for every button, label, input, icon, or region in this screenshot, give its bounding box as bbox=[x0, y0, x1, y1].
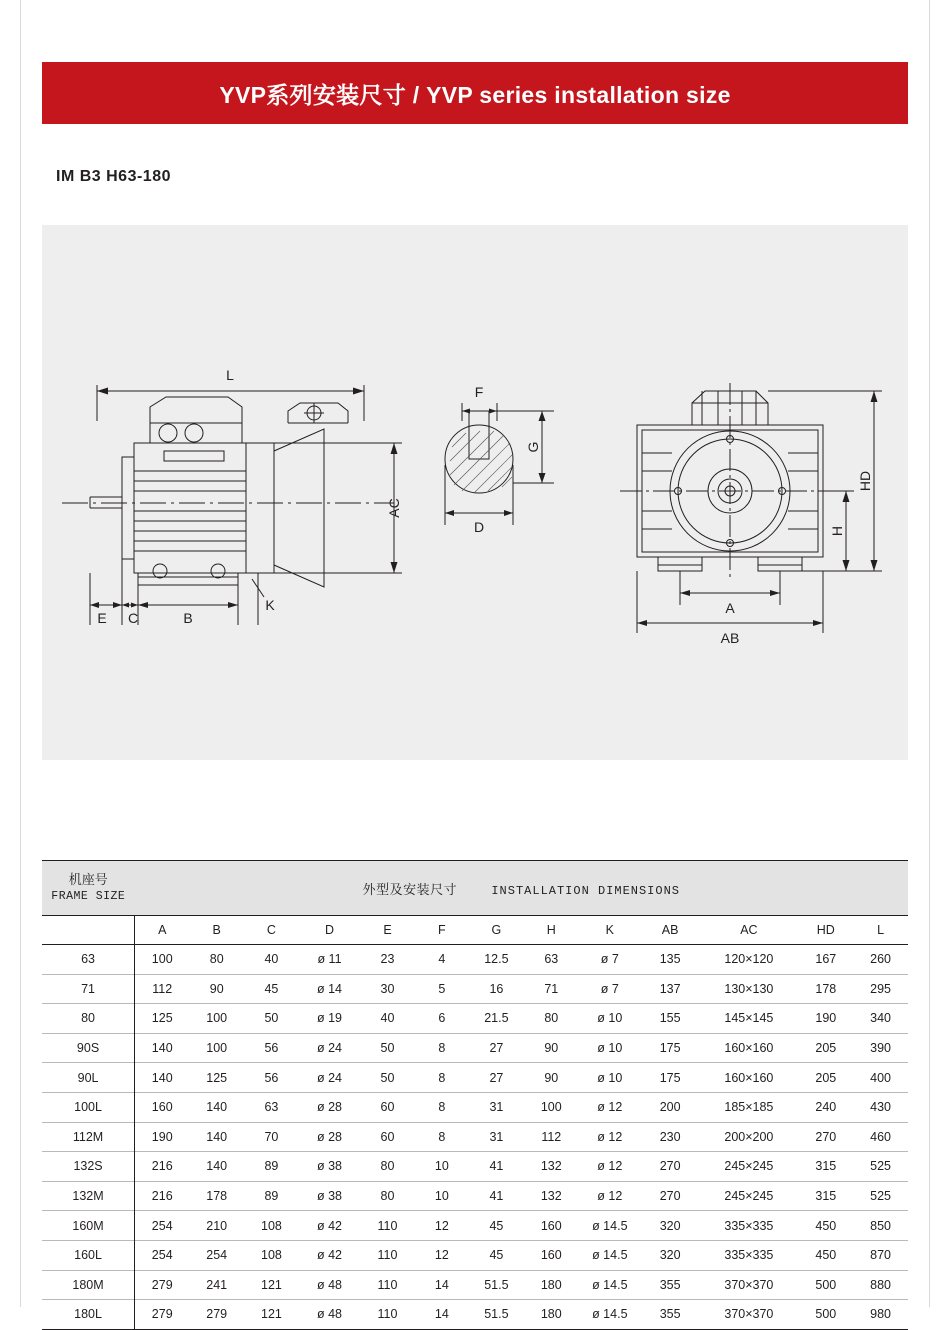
cell-a: 279 bbox=[135, 1270, 190, 1300]
column-header-c: C bbox=[244, 916, 299, 945]
cell-l: 260 bbox=[853, 945, 908, 975]
cell-ac: 245×245 bbox=[699, 1152, 798, 1182]
cell-k: ø 7 bbox=[579, 974, 641, 1004]
cell-ab: 230 bbox=[641, 1122, 699, 1152]
cell-b: 140 bbox=[189, 1122, 244, 1152]
cell-ac: 335×335 bbox=[699, 1240, 798, 1270]
cell-ab: 137 bbox=[641, 974, 699, 1004]
cell-d: ø 19 bbox=[299, 1004, 360, 1034]
page-edge-left bbox=[20, 0, 21, 1307]
table-column-header-row bbox=[42, 916, 908, 945]
table-row bbox=[42, 1181, 908, 1211]
cell-h: 80 bbox=[524, 1004, 579, 1034]
cell-a: 160 bbox=[135, 1092, 190, 1122]
cell-k: ø 14.5 bbox=[579, 1211, 641, 1241]
page-title: YVP系列安装尺寸 / YVP series installation size bbox=[219, 81, 731, 108]
cell-g: 31 bbox=[469, 1122, 524, 1152]
cell-d: ø 24 bbox=[299, 1033, 360, 1063]
cell-g: 51.5 bbox=[469, 1300, 524, 1330]
cell-ac: 120×120 bbox=[699, 945, 798, 975]
cell-k: ø 14.5 bbox=[579, 1240, 641, 1270]
table-row bbox=[42, 1270, 908, 1300]
motor-technical-drawing bbox=[42, 225, 908, 760]
cell-d: ø 11 bbox=[299, 945, 360, 975]
cell-c: 50 bbox=[244, 1004, 299, 1034]
cell-ab: 355 bbox=[641, 1270, 699, 1300]
cell-h: 71 bbox=[524, 974, 579, 1004]
cell-l: 340 bbox=[853, 1004, 908, 1034]
dimensions-header-en: INSTALLATION DIMENSIONS bbox=[491, 883, 680, 898]
cell-d: ø 48 bbox=[299, 1300, 360, 1330]
column-header-e: E bbox=[360, 916, 415, 945]
cell-e: 60 bbox=[360, 1122, 415, 1152]
cell-k: ø 12 bbox=[579, 1092, 641, 1122]
cell-hd: 240 bbox=[798, 1092, 853, 1122]
cell-k: ø 14.5 bbox=[579, 1270, 641, 1300]
cell-f: 8 bbox=[415, 1122, 469, 1152]
cell-g: 27 bbox=[469, 1063, 524, 1093]
cell-c: 70 bbox=[244, 1122, 299, 1152]
cell-l: 870 bbox=[853, 1240, 908, 1270]
cell-k: ø 7 bbox=[579, 945, 641, 975]
label-H: H bbox=[829, 525, 845, 537]
cell-e: 60 bbox=[360, 1092, 415, 1122]
cell-d: ø 24 bbox=[299, 1063, 360, 1093]
cell-e: 110 bbox=[360, 1300, 415, 1330]
cell-b: 100 bbox=[189, 1004, 244, 1034]
label-A: A bbox=[725, 600, 735, 616]
column-header-f: F bbox=[415, 916, 469, 945]
cell-f: 8 bbox=[415, 1033, 469, 1063]
cell-b: 125 bbox=[189, 1063, 244, 1093]
label-K: K bbox=[265, 597, 275, 613]
cell-c: 89 bbox=[244, 1181, 299, 1211]
cell-b: 80 bbox=[189, 945, 244, 975]
cell-l: 880 bbox=[853, 1270, 908, 1300]
cell-l: 525 bbox=[853, 1181, 908, 1211]
cell-frame: 132M bbox=[42, 1181, 135, 1211]
cell-a: 279 bbox=[135, 1300, 190, 1330]
cell-hd: 315 bbox=[798, 1181, 853, 1211]
cell-a: 216 bbox=[135, 1181, 190, 1211]
page-edge-right bbox=[929, 0, 930, 1307]
cell-g: 45 bbox=[469, 1211, 524, 1241]
cell-g: 51.5 bbox=[469, 1270, 524, 1300]
cell-g: 31 bbox=[469, 1092, 524, 1122]
column-header-b: B bbox=[189, 916, 244, 945]
table-row bbox=[42, 1004, 908, 1034]
cell-h: 132 bbox=[524, 1152, 579, 1182]
cell-ab: 175 bbox=[641, 1063, 699, 1093]
cell-ab: 135 bbox=[641, 945, 699, 975]
cell-hd: 205 bbox=[798, 1063, 853, 1093]
label-F: F bbox=[474, 384, 484, 400]
cell-b: 100 bbox=[189, 1033, 244, 1063]
cell-ac: 370×370 bbox=[699, 1300, 798, 1330]
cell-frame: 80 bbox=[42, 1004, 135, 1034]
label-C: C bbox=[127, 610, 139, 626]
cell-b: 241 bbox=[189, 1270, 244, 1300]
cell-g: 16 bbox=[469, 974, 524, 1004]
cell-h: 112 bbox=[524, 1122, 579, 1152]
table-row bbox=[42, 1063, 908, 1093]
cell-ac: 130×130 bbox=[699, 974, 798, 1004]
cell-a: 100 bbox=[135, 945, 190, 975]
cell-ab: 355 bbox=[641, 1300, 699, 1330]
cell-ab: 155 bbox=[641, 1004, 699, 1034]
cell-frame: 100L bbox=[42, 1092, 135, 1122]
cell-l: 980 bbox=[853, 1300, 908, 1330]
cell-hd: 450 bbox=[798, 1240, 853, 1270]
cell-e: 23 bbox=[360, 945, 415, 975]
cell-d: ø 28 bbox=[299, 1092, 360, 1122]
cell-f: 12 bbox=[415, 1240, 469, 1270]
cell-g: 41 bbox=[469, 1181, 524, 1211]
label-L: L bbox=[226, 367, 234, 383]
cell-b: 140 bbox=[189, 1152, 244, 1182]
label-HD: HD bbox=[857, 470, 873, 492]
cell-f: 14 bbox=[415, 1300, 469, 1330]
cell-b: 90 bbox=[189, 974, 244, 1004]
column-header-a: A bbox=[135, 916, 190, 945]
cell-d: ø 42 bbox=[299, 1211, 360, 1241]
cell-a: 216 bbox=[135, 1152, 190, 1182]
cell-g: 41 bbox=[469, 1152, 524, 1182]
cell-ac: 160×160 bbox=[699, 1063, 798, 1093]
cell-e: 40 bbox=[360, 1004, 415, 1034]
drawing-panel bbox=[42, 225, 908, 760]
column-header-blank bbox=[42, 916, 135, 945]
cell-ac: 185×185 bbox=[699, 1092, 798, 1122]
table-row bbox=[42, 1152, 908, 1182]
cell-k: ø 10 bbox=[579, 1063, 641, 1093]
cell-f: 10 bbox=[415, 1152, 469, 1182]
cell-a: 254 bbox=[135, 1240, 190, 1270]
cell-ac: 160×160 bbox=[699, 1033, 798, 1063]
cell-c: 108 bbox=[244, 1240, 299, 1270]
label-AB: AB bbox=[720, 630, 740, 646]
label-D: D bbox=[473, 519, 485, 535]
cell-e: 30 bbox=[360, 974, 415, 1004]
cell-k: ø 10 bbox=[579, 1004, 641, 1034]
cell-k: ø 12 bbox=[579, 1181, 641, 1211]
cell-f: 6 bbox=[415, 1004, 469, 1034]
table-header-row bbox=[42, 861, 908, 916]
cell-k: ø 12 bbox=[579, 1122, 641, 1152]
cell-ac: 200×200 bbox=[699, 1122, 798, 1152]
cell-d: ø 42 bbox=[299, 1240, 360, 1270]
table-row bbox=[42, 974, 908, 1004]
cell-c: 45 bbox=[244, 974, 299, 1004]
cell-b: 210 bbox=[189, 1211, 244, 1241]
cell-ab: 270 bbox=[641, 1181, 699, 1211]
table-row bbox=[42, 1033, 908, 1063]
label-G: G bbox=[525, 441, 541, 453]
cell-ac: 335×335 bbox=[699, 1211, 798, 1241]
cell-hd: 500 bbox=[798, 1300, 853, 1330]
header-banner bbox=[42, 62, 908, 124]
dimensions-table bbox=[42, 860, 908, 1330]
cell-e: 80 bbox=[360, 1152, 415, 1182]
label-B: B bbox=[183, 610, 193, 626]
cell-k: ø 10 bbox=[579, 1033, 641, 1063]
cell-h: 100 bbox=[524, 1092, 579, 1122]
cell-g: 27 bbox=[469, 1033, 524, 1063]
column-header-l: L bbox=[853, 916, 908, 945]
cell-a: 190 bbox=[135, 1122, 190, 1152]
cell-a: 112 bbox=[135, 974, 190, 1004]
cell-h: 90 bbox=[524, 1063, 579, 1093]
cell-frame: 90S bbox=[42, 1033, 135, 1063]
column-header-d: D bbox=[299, 916, 360, 945]
cell-a: 140 bbox=[135, 1063, 190, 1093]
cell-frame: 160L bbox=[42, 1240, 135, 1270]
frame-size-header-en: FRAME SIZE bbox=[51, 890, 126, 904]
cell-f: 5 bbox=[415, 974, 469, 1004]
cell-b: 140 bbox=[189, 1092, 244, 1122]
cell-c: 121 bbox=[244, 1300, 299, 1330]
cell-h: 90 bbox=[524, 1033, 579, 1063]
cell-frame: 90L bbox=[42, 1063, 135, 1093]
cell-c: 56 bbox=[244, 1063, 299, 1093]
cell-ab: 320 bbox=[641, 1211, 699, 1241]
cell-g: 21.5 bbox=[469, 1004, 524, 1034]
cell-h: 180 bbox=[524, 1270, 579, 1300]
cell-l: 295 bbox=[853, 974, 908, 1004]
cell-f: 8 bbox=[415, 1063, 469, 1093]
cell-e: 110 bbox=[360, 1240, 415, 1270]
table-row bbox=[42, 945, 908, 975]
cell-k: ø 14.5 bbox=[579, 1300, 641, 1330]
column-header-g: G bbox=[469, 916, 524, 945]
cell-f: 14 bbox=[415, 1270, 469, 1300]
cell-l: 390 bbox=[853, 1033, 908, 1063]
cell-b: 279 bbox=[189, 1300, 244, 1330]
cell-f: 8 bbox=[415, 1092, 469, 1122]
cell-l: 460 bbox=[853, 1122, 908, 1152]
cell-frame: 160M bbox=[42, 1211, 135, 1241]
cell-frame: 132S bbox=[42, 1152, 135, 1182]
cell-frame: 180M bbox=[42, 1270, 135, 1300]
cell-c: 56 bbox=[244, 1033, 299, 1063]
cell-h: 132 bbox=[524, 1181, 579, 1211]
table-row bbox=[42, 1300, 908, 1330]
cell-frame: 71 bbox=[42, 974, 135, 1004]
cell-g: 12.5 bbox=[469, 945, 524, 975]
cell-hd: 178 bbox=[798, 974, 853, 1004]
section-subtitle: IM B3 H63-180 bbox=[56, 168, 171, 185]
cell-l: 400 bbox=[853, 1063, 908, 1093]
cell-hd: 190 bbox=[798, 1004, 853, 1034]
cell-f: 4 bbox=[415, 945, 469, 975]
cell-h: 160 bbox=[524, 1240, 579, 1270]
cell-e: 50 bbox=[360, 1033, 415, 1063]
cell-c: 89 bbox=[244, 1152, 299, 1182]
dimensions-header bbox=[135, 861, 908, 916]
cell-d: ø 14 bbox=[299, 974, 360, 1004]
cell-frame: 180L bbox=[42, 1300, 135, 1330]
cell-hd: 167 bbox=[798, 945, 853, 975]
table-row bbox=[42, 1240, 908, 1270]
cell-h: 63 bbox=[524, 945, 579, 975]
cell-frame: 63 bbox=[42, 945, 135, 975]
cell-d: ø 38 bbox=[299, 1181, 360, 1211]
cell-ab: 320 bbox=[641, 1240, 699, 1270]
cell-h: 180 bbox=[524, 1300, 579, 1330]
table-row bbox=[42, 1211, 908, 1241]
cell-e: 110 bbox=[360, 1211, 415, 1241]
dimensions-header-cn: 外型及安装尺寸 bbox=[362, 881, 458, 897]
cell-c: 121 bbox=[244, 1270, 299, 1300]
cell-d: ø 48 bbox=[299, 1270, 360, 1300]
column-header-k: K bbox=[579, 916, 641, 945]
cell-d: ø 28 bbox=[299, 1122, 360, 1152]
table-row bbox=[42, 1122, 908, 1152]
cell-d: ø 38 bbox=[299, 1152, 360, 1182]
cell-ac: 245×245 bbox=[699, 1181, 798, 1211]
cell-b: 178 bbox=[189, 1181, 244, 1211]
cell-hd: 315 bbox=[798, 1152, 853, 1182]
label-AC: AC bbox=[386, 498, 402, 518]
label-E: E bbox=[97, 610, 107, 626]
cell-a: 254 bbox=[135, 1211, 190, 1241]
cell-k: ø 12 bbox=[579, 1152, 641, 1182]
cell-e: 80 bbox=[360, 1181, 415, 1211]
cell-c: 40 bbox=[244, 945, 299, 975]
dimensions-table-wrapper bbox=[42, 860, 908, 1330]
column-header-ab: AB bbox=[641, 916, 699, 945]
frame-size-header bbox=[42, 861, 135, 916]
frame-size-header-cn: 机座号 bbox=[68, 872, 108, 888]
cell-f: 10 bbox=[415, 1181, 469, 1211]
cell-g: 45 bbox=[469, 1240, 524, 1270]
cell-b: 254 bbox=[189, 1240, 244, 1270]
cell-l: 525 bbox=[853, 1152, 908, 1182]
cell-ac: 370×370 bbox=[699, 1270, 798, 1300]
cell-a: 125 bbox=[135, 1004, 190, 1034]
cell-hd: 270 bbox=[798, 1122, 853, 1152]
cell-hd: 205 bbox=[798, 1033, 853, 1063]
column-header-h: H bbox=[524, 916, 579, 945]
cell-c: 108 bbox=[244, 1211, 299, 1241]
cell-e: 110 bbox=[360, 1270, 415, 1300]
cell-hd: 500 bbox=[798, 1270, 853, 1300]
column-header-ac: AC bbox=[699, 916, 798, 945]
cell-l: 430 bbox=[853, 1092, 908, 1122]
cell-hd: 450 bbox=[798, 1211, 853, 1241]
cell-ac: 145×145 bbox=[699, 1004, 798, 1034]
cell-ab: 200 bbox=[641, 1092, 699, 1122]
cell-a: 140 bbox=[135, 1033, 190, 1063]
cell-f: 12 bbox=[415, 1211, 469, 1241]
table-row bbox=[42, 1092, 908, 1122]
cell-h: 160 bbox=[524, 1211, 579, 1241]
cell-l: 850 bbox=[853, 1211, 908, 1241]
cell-e: 50 bbox=[360, 1063, 415, 1093]
column-header-hd: HD bbox=[798, 916, 853, 945]
cell-c: 63 bbox=[244, 1092, 299, 1122]
cell-frame: 112M bbox=[42, 1122, 135, 1152]
cell-ab: 175 bbox=[641, 1033, 699, 1063]
cell-ab: 270 bbox=[641, 1152, 699, 1182]
